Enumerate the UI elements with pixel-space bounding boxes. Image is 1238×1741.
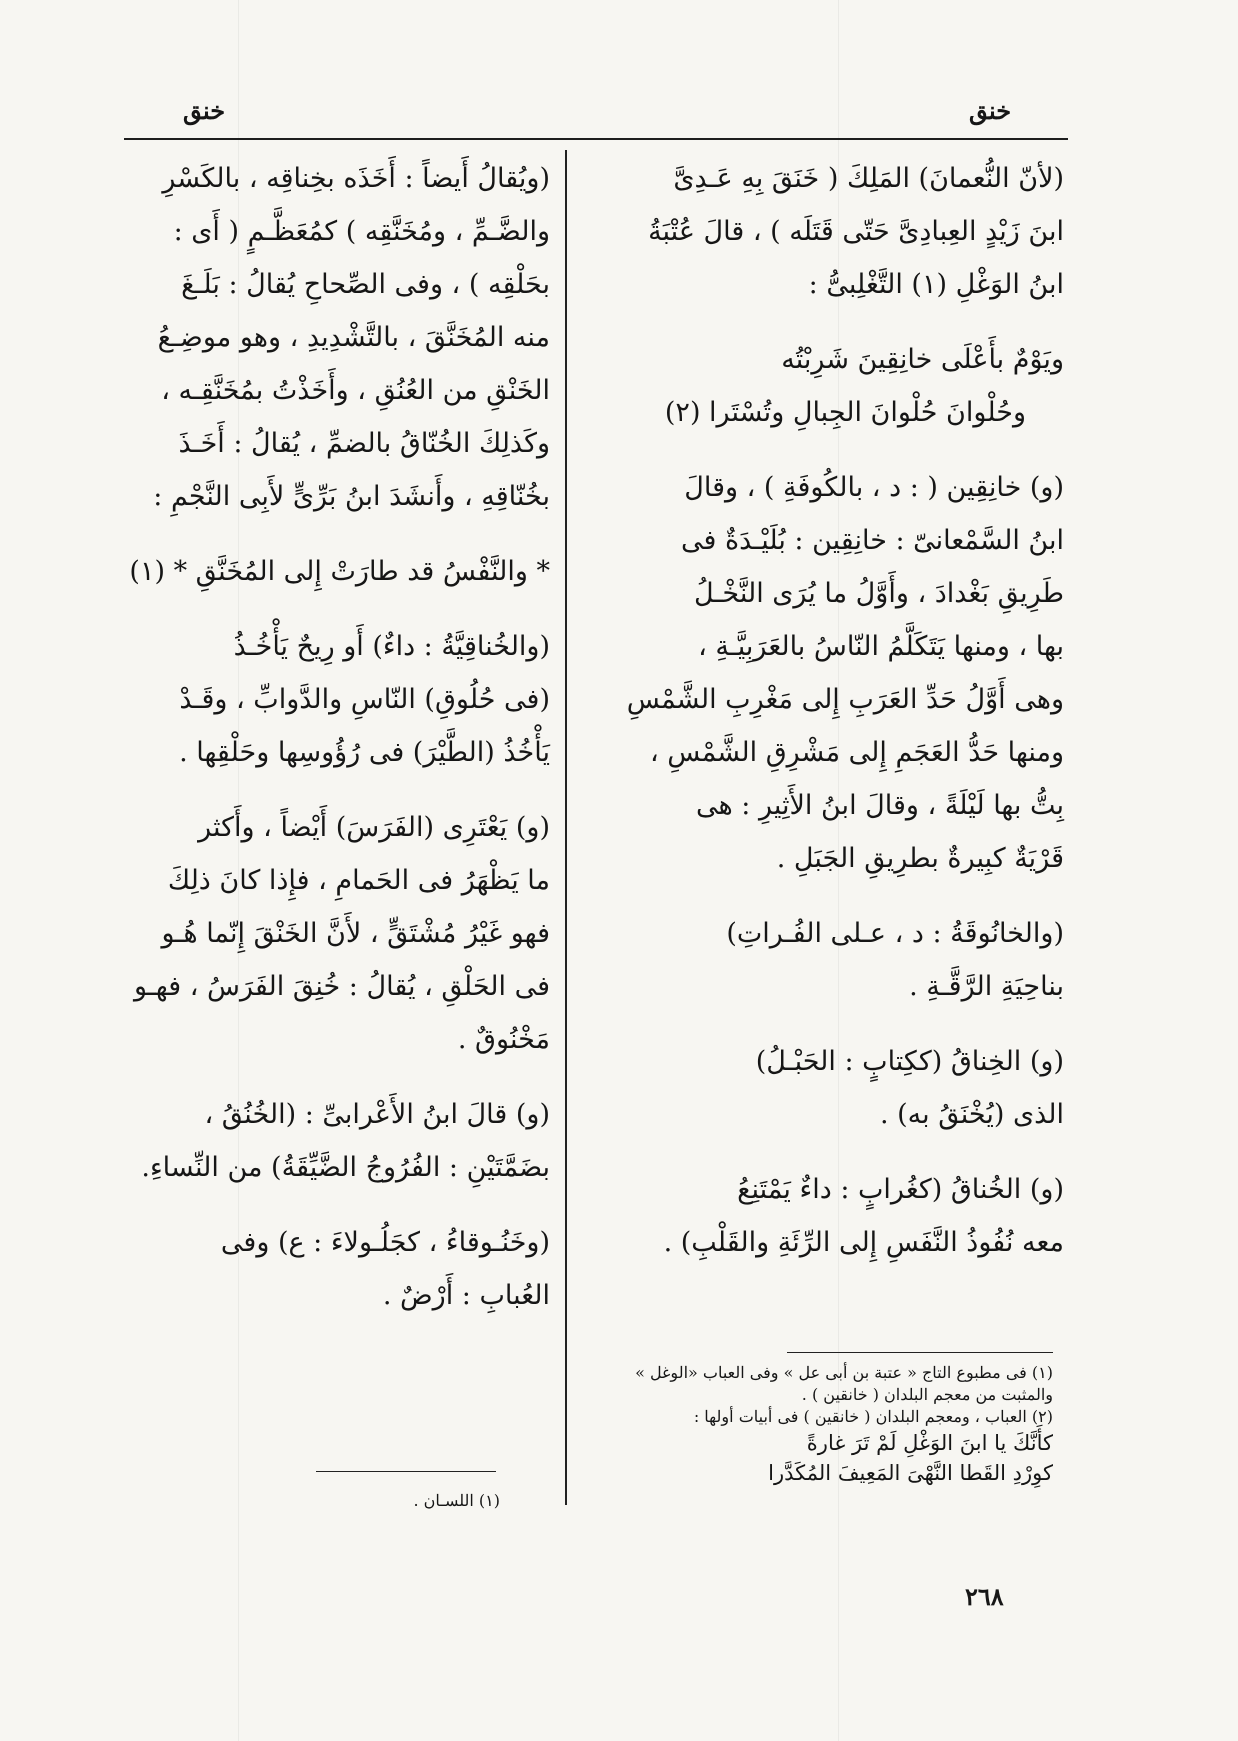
text-line: ومنها حَدُّ العَجَمِ إِلى مَشْرِقِ الشَّمْسِ ، — [649, 737, 1064, 768]
text-line: (والخانُوقَةُ : د ، عـلى الفُـراتِ) — [726, 918, 1064, 949]
footnote-line: والمثبت من معجم البلدان ( خانقين ) . — [801, 1385, 1053, 1404]
text-line: بِتُّ بها لَيْلَةً ، وقالَ ابنُ الأَثِيرِ : هى — [695, 790, 1064, 821]
running-header-left: خنق — [183, 96, 226, 125]
text-line: العُبابِ : أَرْضٌ . — [382, 1280, 550, 1311]
entry-paragraph — [605, 1035, 1064, 1141]
text-line: الذى (يُخْنَقُ به) . — [879, 1099, 1064, 1130]
text-line: ابنُ الوَغْلِ (١) التَّغْلِبىُّ : — [808, 269, 1064, 300]
text-line: قَرْيَةٌ كبِيرةٌ بطرِيقِ الجَبَلِ . — [776, 843, 1064, 874]
verse-line: * والنَّفْسُ قد طارَتْ إِلى المُخَنَّقِ * (١) — [129, 556, 550, 587]
column-divider — [565, 150, 567, 1505]
text-line: مَخْنُوقٌ . — [457, 1024, 550, 1055]
text-line: معه نُفُوذُ النَّفَسِ إِلى الرِّئَةِ والقَلْبِ) . — [663, 1227, 1064, 1258]
footnotes-left — [300, 1490, 500, 1512]
quoted-verse — [108, 545, 550, 598]
footnote-verse-line: كأَنَّكَ يا ابنَ الوَغْلِ لَمْ تَرَ غارةً — [806, 1431, 1053, 1455]
text-line: بناحِيَةِ الرَّقَّـةِ . — [909, 971, 1064, 1002]
entry-paragraph — [108, 1216, 550, 1322]
entry-paragraph — [108, 152, 550, 523]
text-line: وهى أَوَّلُ حَدِّ العَرَبِ إِلى مَغْرِبِ الشَّمْسِ — [626, 684, 1064, 715]
footnote-line: (١) اللسـان . — [413, 1491, 500, 1510]
text-line: بها ، ومنها يَتَكَلَّمُ النّاسُ بالعَرَبِيَّـةِ ، — [698, 631, 1064, 662]
text-line: بضَمَّتَيْنِ : الفُرُوجُ الضَّيِّقَةُ) من النِّساءِ. — [141, 1152, 550, 1183]
left-column — [108, 152, 550, 1344]
footnote-rule — [787, 1352, 1053, 1353]
right-column — [605, 152, 1064, 1291]
text-line: (و) يَعْتَرِى (الفَرَسَ) أَيْضاً ، وأَكثر — [198, 812, 550, 843]
text-line: منه المُخَنَّقَ ، بالتَّشْدِيدِ ، وهو موضِـعُ — [157, 322, 550, 353]
entry-paragraph — [605, 461, 1064, 885]
text-line: (و) الخِناقُ (ككِتابٍ : الحَبْـلُ) — [755, 1046, 1064, 1077]
text-line: (والخُناقِيَّةُ : داءٌ) أَو رِيحٌ يَأْخُـذُ — [233, 631, 550, 662]
entry-paragraph — [605, 152, 1064, 311]
entry-paragraph — [605, 907, 1064, 1013]
text-line: الخَنْقِ من العُنُقِ ، وأَخَذْتُ بمُخَنَّقِـه ، — [161, 375, 550, 406]
text-line: ابنُ السَّمْعانىّ : خانِقِين : بُلَيْـدَةٌ فى — [681, 525, 1064, 556]
entry-paragraph — [605, 1163, 1064, 1269]
text-line: ما يَظْهَرُ فى الحَمامِ ، فإِذا كانَ ذلِكَ — [167, 865, 550, 896]
entry-paragraph — [108, 1088, 550, 1194]
text-line: وكَذلِكَ الخُنّاقُ بالضمِّ ، يُقالُ : أَخَـذَ — [178, 428, 550, 459]
running-header-right: خنق — [969, 96, 1012, 125]
text-line: ابنَ زَيْدٍ العِبادِىَّ حَتّى قَتَلَه ) ، قالَ عُتْبَةُ — [648, 216, 1064, 247]
footnotes-right — [588, 1362, 1053, 1488]
entry-paragraph — [108, 620, 550, 779]
header-rule — [124, 138, 1068, 140]
footnote-verse-line: كوِرْدِ القَطا النَّهْىَ المَعِيفَ المُكَدَّرا — [768, 1461, 1053, 1485]
text-line: طَرِيقِ بَغْدادَ ، وأَوَّلُ ما يُرَى النَّخْـلُ — [694, 578, 1064, 609]
footnote-line: (٢) العباب ، ومعجم البلدان ( خانقين ) فى أبيات أولها : — [693, 1407, 1053, 1426]
text-line: (فى حُلُوقِ) النّاسِ والدَّوابِّ ، وقَـدْ — [179, 684, 550, 715]
entry-paragraph — [108, 801, 550, 1066]
footnote-rule — [316, 1471, 496, 1472]
text-line: (ويُقالُ أَيضاً : أَخَذَه بخِناقِه ، بالكَسْرِ — [162, 163, 550, 194]
footnote-line: (١) فى مطبوع التاج « عتبة بن أبى عل » وفى العباب «الوغل » — [635, 1363, 1053, 1382]
text-line: والضَّـمِّ ، ومُخَنَّقِه ) كمُعَظَّـمٍ ( أَى : — [173, 216, 550, 247]
text-line: (و) خانِقِين ( : د ، بالكُوفَةِ ) ، وقالَ — [684, 472, 1064, 503]
page-number: ٢٦٨ — [965, 1582, 1004, 1611]
text-line: بحَلْقِه ) ، وفى الصِّحاحِ يُقالُ : بَلَـغَ — [181, 269, 550, 300]
text-line: بخُنّاقِهِ ، وأَنشَدَ ابنُ بَرِّىٍّ لأَبِى النَّجْمِ : — [153, 481, 550, 512]
text-line: (و) قالَ ابنُ الأَعْرابىِّ : (الخُنُقُ ، — [204, 1099, 550, 1130]
poem-verse — [605, 333, 1064, 439]
text-line: فهو غَيْرُ مُشْتَقٍّ ، لأَنَّ الخَنْقَ إِنّما هُـو — [161, 918, 550, 949]
text-line: (وخَنُـوقاءُ ، كجَلُـولاءَ : ع) وفى — [220, 1227, 550, 1258]
text-line: فى الحَلْقِ ، يُقالُ : خُنِقَ الفَرَسُ ، فهـو — [133, 971, 550, 1002]
verse-line: وحُلْوانَ حُلْوانَ الجِبالِ وتُسْتَرا (٢) — [664, 397, 1026, 428]
text-line: يَأْخُذُ (الطَّيْرَ) فى رُؤُوسِها وحَلْقِها . — [179, 737, 550, 768]
text-line: (و) الخُناقُ (كغُرابٍ : داءٌ يَمْتَنِعُ — [737, 1174, 1064, 1205]
text-line: (لأنّ النُّعمانَ) المَلِكَ ( خَنَقَ بِهِ عَـدِىَّ — [673, 163, 1064, 194]
verse-line: ويَوْمٌ بأَعْلَى خانِقِينَ شَرِبْتُه — [781, 344, 1064, 375]
